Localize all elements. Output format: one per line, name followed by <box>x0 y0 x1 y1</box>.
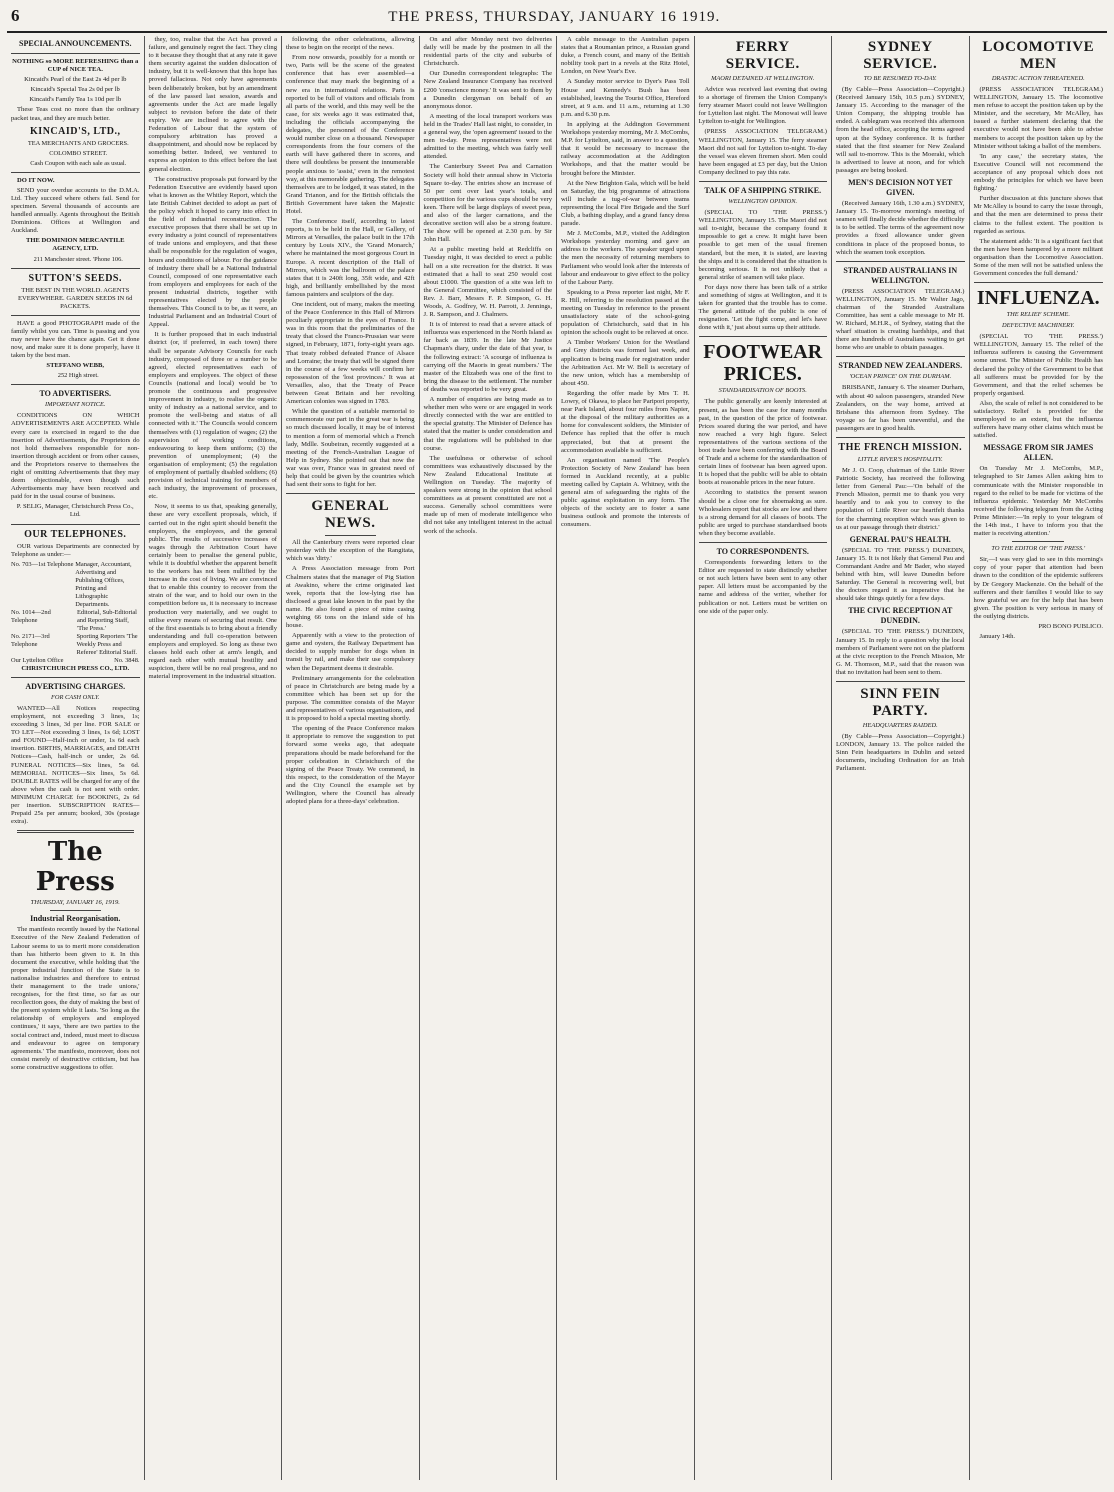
telephones-company: CHRISTCHURCH PRESS CO., LTD. <box>21 664 130 672</box>
the-press-logo: The Press <box>35 837 115 898</box>
influenza-subheading: THE RELIEF SCHEME. <box>1006 311 1070 319</box>
article-paragraph: The Conference itself, according to latest reports, is to be held in the Hall, or Gallery, of Mirrors at Versailles, the palace built in the 17th century by Louis XIV., the 'Grand Monarch,' where he maintained the most gorgeous Court in Europe. A recent description of the Hall of Mirrors, which was the ballroom of the palace states that it is 240ft long, 35ft wide, and 42ft high, and brilliantly embellished by the most famous painters and sculptors of the day. <box>286 218 415 298</box>
news-paragraph: A Press Association message from Port Chalmers states that the manager of Pig Station at Awakino, where the crime originated last week, reports that the low-lying rise has disclosed a great lake known in the past by the name. He also found a piece of mine casing weighing 66 tons on the inland side of his house. <box>286 565 415 630</box>
charges-subheading: FOR CASH ONLY. <box>51 693 100 701</box>
stranded-text: (PRESS ASSOCIATION TELEGRAM.) WELLINGTON, January 15. Mr Walter Jago, chairman of the Stranded Australians Committee, has sent a cable message to Mr H. W. Richard, M.H.R., of Sydney, stating that the wharf situation is creating hardships, and that there are hundreds of Australians waiting to get home who are unable to obtain passages. <box>836 287 965 352</box>
news-paragraph: On and after Monday next two deliveries daily will be made by the postmen in all the residential parts of the city and suburbs of Christchurch. <box>423 36 552 68</box>
news-paragraph: A cable message to the Australian papers states that a Roumanian prince, a Russian grand duke, a French count, and many of the British nobility took part in a revels at the Ritz Hotel, London, on New Year's Eve. <box>561 36 690 76</box>
phone-row <box>11 633 140 657</box>
sydney-subheading: TO BE RESUMED TO-DAY. <box>863 75 937 82</box>
news-paragraph: A meeting of the local transport workers was held in the Trades' Hall last night, to consider, in a general way, the 'open agreement' issued to the men to-day. Press representatives were not admitted to the meeting, which was fairly well attended. <box>423 112 552 161</box>
locomotive-text: Further discussion at this juncture shows that Mr McAlley is bound to carry the issue through, and that the men are determined to press their claims to the fullest extent. The position is regarded as serious. <box>973 195 1103 235</box>
strike-subheading: WELLINGTON OPINION. <box>728 198 798 206</box>
phone-label: No. 2171—3rd Telephone <box>11 632 50 648</box>
kincaid-address: COLOMBO STREET. <box>49 149 108 157</box>
locomotive-heading: LOCOMOTIVE MEN <box>982 39 1095 72</box>
ferry-text: (PRESS ASSOCIATION TELEGRAM.) WELLINGTON, January 15. The ferry steamer Maori did not sail for Lyttelton to-night. To-day the vessel was eleven firemen short. Men could have been engaged at £3 per day, but the Union Company declined to pay this rate. <box>698 128 827 176</box>
french-mission-subheading: LITTLE RIVER'S HOSPITALITY. <box>857 456 943 463</box>
influenza-heading: INFLUENZA. <box>976 287 1100 310</box>
strike-text: For days now there has been talk of a strike and something of signs at Wellington, and it is taken for granted that the trouble has to come. The general attitude of the public is one of resignation. 'Let the fight come, and let's have done with it,' just about sums up their attitude. <box>698 283 827 332</box>
phone-row <box>11 561 140 609</box>
masthead <box>7 6 1107 33</box>
phone-label: No. 1014—2nd Telephone <box>11 608 51 624</box>
sydney-heading: SYDNEY SERVICE. <box>863 39 938 72</box>
stranded-nz-heading: STRANDED NEW ZEALANDERS. <box>838 361 963 371</box>
french-mission-text: Mr J. O. Coop, chairman of the Little River Patriotic Society, has received the following letter from General Pau:—'On behalf of the French Mission, permit me to thank you very heartily and to ask you to convey to the population of Little River our heartfelt thanks for the charming reception which was given to us at our passage through their district.' <box>836 467 965 531</box>
sydney-text: (By Cable—Press Association—Copyright.) (Received January 15th, 10.5 p.m.) SYDNEY, January 15. According to the manager of the Union Company, the shipping trouble has ended. A cablegram was received this afternoon from the head office, accepting the terms agreed upon at the Sydney conference. It is further stated that the first steamer for New Zealand will sail to-morrow. This is the Moeraki, which is advertised to leave at noon, and for which passages are being booked. <box>836 86 965 174</box>
locomotive-text: (PRESS ASSOCIATION TELEGRAM.) WELLINGTON, January 15. The locomotive men refuse to accept the position taken up by the Minister, and the secretary, Mr McAlley, has issued a further statement declaring that the executive would not have been able to advise members to accept the position taken up by the Minister without taking a ballot of the members. <box>973 86 1103 150</box>
footwear-text: According to statistics the present season should be a close one for shoemaking as sure. Wholesalers report that stocks are low and there is a strong demand for all classes of boots. The public are urged to purchase standardised boots when they become available. <box>698 489 827 537</box>
civic-text: (SPECIAL TO 'THE PRESS.') DUNEDIN, January 15. In reply to a question why the local members of Parliament were not on the platform at the civic reception to the French Mission, Mr G. M. Thomson, M.P., said that the reason was that no invitation had been sent to them. <box>836 628 965 676</box>
news-paragraph: Mr J. McCombs, M.P., visited the Addington Workshops yesterday morning and gave an address to the workers. The speaker urged upon the men the necessity of returning members to Parliament who would look after the interests of labour and endeavour to give effect to the policy of the Labour Party. <box>561 230 690 286</box>
french-mission-heading: THE FRENCH MISSION. <box>838 442 963 453</box>
correspondents-heading: TO CORRESPONDENTS. <box>716 547 809 557</box>
phone-label: Our Lyttelton Office <box>11 656 64 664</box>
column-4 <box>420 36 558 1480</box>
news-paragraph: A Timber Workers' Union for the Westland and Grey districts was formed last week, and application is being made for registration under the Arbitration Act. Mr W. Bell is secretary of the new union, which has a membership of about 450. <box>561 339 690 387</box>
locomotive-subheading: DRASTIC ACTION THREATENED. <box>991 75 1085 82</box>
column-5 <box>557 36 695 1480</box>
page-number: 6 <box>11 6 20 25</box>
phone-value: No. 3848. <box>114 656 140 664</box>
stranded-heading: STRANDED AUSTRALIANS IN WELLINGTON. <box>843 265 958 285</box>
phone-value: Editorial, Sub-Editorial and Reporting Staff, 'The Press.' <box>76 608 137 632</box>
news-paragraph: At a public meeting held at Redcliffs on Tuesday night, it was decided to erect a public hall on a site recreation for the district. It was estimated that a hall to seat 250 would cost about £1000. The question of a site was left to the General Committee, which consisted of the Rev. J. Barr, Messrs F. P. Simpson, G. H. Woods, A. Godfrey, W. H. Parrott, J. Jennings, J. R. Sampson, and J. Chalmers. <box>423 246 552 319</box>
phone-row <box>11 657 140 665</box>
article-paragraph: From now onwards, possibly for a month or two, Paris will be the scene of the greatest conference that has ever assembled—a conference that may mark the beginning of a new era in international relations. Paris is reported to be full of visitors and officials from all parts of the world, and this may well be the case, for six weeks ago it was estimated that, including the officials accompanying the delegates, the personnel of the Conference would number close on a thousand. Newspaper correspondents from the four corners of the earth will have gathered there in scores, and there will doubtless be present the innumerable people anxious to 'assist,' even in the remotest way, at this memorable gathering. The delegates themselves are to be lodged, it was stated, in the Grand Trianon, and for the British officials the British Government have taken the Majestic Hotel. <box>286 54 415 215</box>
correspondents-text: Correspondents forwarding letters to the Editor are requested to state distinctly whether or not such letters have been sent to any other paper. All letters must be accompanied by the name and address of the writer, whether for publication or not. Letters must be written on one side of the paper only. <box>698 559 827 615</box>
footwear-text: The public generally are keenly interested at present, as has been the case for many months past, in the question of the price of footwear. Prices soared during the war period, and have now reached a very high figure. Select representatives of the various sections of the boot trade have been conferring with the Board of Trade and a scheme for the standardisation of certain lines of footwear has been agreed upon. It is hoped that the public will be able to obtain boots at reasonable prices in the near future. <box>698 398 827 487</box>
column-3 <box>282 36 420 1480</box>
sinn-fein-text: (By Cable—Press Association—Copyright.) LONDON, January 13. The police raided the Sinn Fein headquarters in Dublin and seized documents, including Ordination for an Irish Parliament. <box>836 732 965 773</box>
news-paragraph: All the Canterbury rivers were reported clear yesterday with the exception of the Rangitata, which was 'dirty.' <box>286 539 415 563</box>
advertisers-subheading: IMPORTANT NOTICE. <box>45 401 106 409</box>
article-paragraph: following the other celebrations, allowing these to begin on the receipt of the news. <box>286 36 415 52</box>
special-announcements-heading: SPECIAL ANNOUNCEMENTS. <box>19 39 132 48</box>
phone-row <box>11 609 140 633</box>
news-paragraph: The opening of the Peace Conference makes it appropriate to remove the suggestion to put forward some weeks ago, that adequate preparations should be made beforehand for the proper celebration in Christchurch of the signing of the Peace Treaty. We commend, in this respect, to the consideration of the Mayor and the City Council the example set by Wellington, where the Council has already adopted plans for a three-days' celebration. <box>286 725 415 806</box>
news-paragraph: The usefulness or otherwise of school committees was exhaustively discussed by the New Zealand Educational Institute at Wellington on Tuesday. The majority of speakers were strong in the opinion that school committees as at present constituted are not a success. Generally school committees were made up of men of moderate intelligence who did not take any intelligent interest in the actual work of the schools. <box>423 454 552 535</box>
sinn-fein-subheading: HEADQUARTERS RAIDED. <box>862 721 938 729</box>
article-paragraph: The constructive proposals put forward by the Federation Executive are evidently based upon what is known as the Whitley Report, which the late British Cabinet decided to adopt as part of the policy which it hoped to carry into effect in the field of industrial reconstruction. The executive proposes that there shall be set up in every industry a joint council of representatives of trade unions and employers, and that these shall be responsible for the regulation of wages, hours and conditions of labour. For the guidance of industry there shall be a National Industrial Council, composed of one representative each from employers and employees for each of the present industrial districts, together with representatives elected by the people themselves. This Council is to be, as it were, an Industrial Parliament and an Industrial Court of Appeal. <box>148 175 277 329</box>
strike-text: (SPECIAL TO 'THE PRESS.') WELLINGTON, January 15. The Maori did not sail to-night, because the company found it impossible to get a crew. It might have been possible to get men of the usual firemen standard, but the men, it is stated, are leaving the ships and it is considered that the situation is becoming serious. It is not unlikely that a general strike of seamen will take place. <box>698 209 827 281</box>
influenza-subheading-2: DEFECTIVE MACHINERY. <box>1002 322 1075 330</box>
tea-note: These Teas cost no more than the ordinary packet teas, and they are much better. <box>11 106 140 122</box>
footwear-heading: FOOTWEAR PRICES. <box>703 341 823 386</box>
advertisers-heading: TO ADVERTISERS. <box>39 389 112 399</box>
telephones-note: OUR various Departments are connected by Telephone as under:— <box>11 542 140 558</box>
photo-ad-address: 252 High street. <box>57 372 99 380</box>
kincaid-name: KINCAID'S, LTD., <box>30 125 121 137</box>
locomotive-text: The statement adds: 'It is a significant fact that the men have been hampered by a more militant organisation than the Locomotive Association. Some of the men will not be satisfied unless the Government concedes the full demand.' <box>973 237 1103 278</box>
news-paragraph: Our Dunedin correspondent telegraphs: The New Zealand Insurance Company has received £200 'conscience money.' It was sent to them by a Dunedin clergyman on behalf of an anonymous donor. <box>423 70 552 110</box>
leader-date: THURSDAY, JANUARY 16, 1919. <box>30 899 120 907</box>
ferry-text: Advice was received last evening that owing to a shortage of firemen the Union Company's ferry steamer Maori could not leave Wellington for Lyttelton last night. The Monowai will leave Lyttelton to-night for Wellington. <box>698 86 827 126</box>
strike-heading: TALK OF A SHIPPING STRIKE. <box>704 186 822 196</box>
kincaid-sub: TEA MERCHANTS AND GROCERS. <box>27 139 129 147</box>
phone-label: No. 703—1st Telephone <box>11 560 74 568</box>
editor-heading: TO THE EDITOR OF 'THE PRESS.' <box>991 545 1086 553</box>
column-6 <box>695 36 833 1480</box>
charges-text: WANTED—All Notices respecting employment, not exceeding 3 lines, 1s; exceeding 3 lines, 3d per line. FOR SALE or TO LET—Not exceeding 3 lines, 1s 6d; LOST and FOUND—Half-inch or under, 1s 6d each insertion. BIRTHS, MARRIAGES, and DEATH Notices—Cash, half-inch or under, 2s 6d. FUNERAL NOTICES—Six lines, 5s 6d. MEMORIAL NOTICES—Six lines, 5s 6d. DOUBLE RATES will be charged for any of the above when the cash is not sent with order. MINIMUM CHARGE for BOOKING, 2s 6d per insertion. SUBSCRIPTION RATES—Prepaid 25s per annum; booked, 30s (postage extra). <box>11 704 140 826</box>
news-paragraph: Apparently with a view to the protection of game and oysters, the Railway Department has decided to supply number for dogs when in transit by rail, and make their use compulsory when the Department deems it desirable. <box>286 632 415 672</box>
column-2 <box>145 36 283 1480</box>
advertisers-text: CONDITIONS ON WHICH ADVERTISEMENTS ARE ACCEPTED. While every care is exercised in regard to the due insertion of Advertisements, the Proprietors do not hold themselves responsible for non-insertion through accident or from other causes, and the Proprietors reserve to themselves the right of omitting Advertisements that they may deem objectionable, even though such Advertisements may have been received and paid for in the usual course of business. <box>11 412 140 501</box>
news-paragraph: It is of interest to read that a severe attack of influenza was experienced in the North Island as far back as 1839. In the late Mr Justice Chapman's diary, under the date of that year, is the following extract: 'A scourge of influenza is carrying off the Maoris in great numbers.' The master of the Elizabeth was one of the first to bring the disease to the settlement. The number of deaths was reported to be very great. <box>423 321 552 393</box>
news-paragraph: A Sunday motor service to Dyer's Pass Toll House and Kennedy's Bush has been established, leaving the Tourist Office, Hereford street, at 9 a.m. and 11 a.m., returning at 1.30 p.m. and 6.30 p.m. <box>561 78 690 118</box>
pau-text: (SPECIAL TO 'THE PRESS.') DUNEDIN, January 15. It is not likely that General Pau and Commandant Andre and Mr Bader, who stayed behind with him, will leave Dunedin before Saturday. The General is recovering well, but the doctors regard it as imperative that he should take things quietly for a few days. <box>836 546 965 603</box>
news-paragraph: The Canterbury Sweet Pea and Carnation Society will hold their annual show in Victoria Square to-day. The entries show an increase of 50 per cent over last year's totals, and competition for the various cups should be very keen. There will be large displays of sweet peas, and also of the larger carnations, and the decorative section will also be a strong feature. The show will be opened at 2.30 p.m. by Sir John Hall. <box>423 163 552 244</box>
newspaper-page <box>7 6 1107 1480</box>
dominion-heading: DO IT NOW. <box>17 176 55 184</box>
tea-price-2: Kincaid's Special Tea 2s 0d per lb <box>30 86 120 94</box>
column-7 <box>832 36 970 1480</box>
editor-signature: PRO BONO PUBLICO. <box>1038 622 1103 630</box>
influenza-text: Also, the scale of relief is not considered to be satisfactory. Relief is provided for the unemployed to an extent, but the influenza sufferers have many other claims which must be satisfied. <box>973 399 1103 440</box>
editor-letter: Sir,—I was very glad to see in this morning's copy of your paper that attention had been drawn to the condition of the epidemic sufferers by Dr Gregory Mackenzie. On the behalf of the sufferers and their families I would like to say how grateful we are for the help that has been given. The position is very serious in many of the outlying districts. <box>973 556 1103 620</box>
news-paragraph: Preliminary arrangements for the celebration of peace in Christchurch are being made by a committee which has been set up for the purpose. The committee consists of the Mayor and representatives of various organisations, and it is proposed to hold a special meeting shortly. <box>286 674 415 723</box>
phone-value: Sporting Reporters 'The Weekly Press and Referee' Editorial Staff. <box>76 632 138 656</box>
article-paragraph: Now, it seems to us that, speaking generally, these are very excellent proposals, which, if carried out in the right spirit should benefit the employers, the employees, and the general public. The results of successive increases of wages through the Arbitration Court have certainly been to penalise the general public, while it is doubtful whether the apparent benefit to the workers has not been nullified by the increase in the cost of living. We are convinced that to enable this country to recover from the strain of the war, and to hold our own in the competition before us, it is necessary to increase production very materially, and we ought to utilise every means of securing that result. One of the first essentials is to bring about a friendly understanding and full co-operation between employers and employed. So long as these two classes hold each other at arm's length, and regard each other with mutual hostility and suspicion, there will be no real progress, and no material improvement in the industrial situation. <box>148 503 277 681</box>
news-paragraph: In applying at the Addington Government Workshops yesterday morning, Mr J. McCombs, M.P. for Lyttelton, said, in answer to a question, that it would be necessary to increase the railway accommodation at the Addington Workshops, and that the matter would be brought before the Minister. <box>561 120 690 177</box>
tea-ad-headline: NOTHING so MORE REFRESHING than a CUP of NICE TEA. <box>12 58 139 74</box>
masthead-title: THE PRESS, THURSDAY, JANUARY 16 1919. <box>388 9 721 25</box>
mens-decision-text: (Received January 16th, 1.30 a.m.) SYDNEY, January 15. To-morrow morning's meeting of seamen will finally decide whether the difficulty is to be settled. The terms of the agreement now provides a fixed allowance under given conditions in place of the proposed bonus, to which the seamen took exception. <box>836 200 965 256</box>
tea-price-3: Kincaid's Family Tea 1s 10d per lb <box>29 96 122 104</box>
allen-text: On Tuesday Mr J. McCombs, M.P., telegraphed to Sir James Allen asking him to communicate with the Minister responsible in regard to the relief to be made for victims of the influenza epidemic. Yesterday Mr McCombs received the following telegram from the Acting Prime Minister:—'In reply to your telegram of the 14th inst., I have to inform you that the matter is receiving attention.' <box>973 465 1103 538</box>
news-paragraph: A number of enquiries are being made as to whether men who were or are engaged in work directly connected with the war are entitled to the special gratuity. The Minister of Defence has stated that the matter is under consideration and that the regulations will be published in due course. <box>423 396 552 452</box>
news-paragraph: Speaking to a Press reporter last night, Mr F. R. Hill, referring to the resolution passed at the meeting on Tuesday in reference to the present unsatisfactory state of the school-going population of Christchurch, said that in his opinion the schools ought to be relieved at once. <box>561 288 690 337</box>
photo-ad-name: STEFFANO WEBB, <box>46 362 105 370</box>
dominion-text: SEND your overdue accounts to the D.M.A. Ltd. They succeed where others fail. Send for specimen. Several thousands of accounts are handled annually. Agents throughout the British Dominions. Offices at Wellington and Auckland. <box>11 186 140 235</box>
allen-heading: MESSAGE FROM SIR JAMES ALLEN. <box>983 443 1094 463</box>
column-8 <box>970 36 1108 1480</box>
article-paragraph: While the question of a suitable memorial to commemorate our part in the great war is being so much discussed locally, it may be of interest to mention a form of memorial which a French lady, Mdlle. Soubeiran, recently suggested at a meeting of the French-Australian League of Help in Sydney. She pointed out that now the war was over, France was in greatest need of help that could be given by the countries which had sent their sons to fight for her. <box>286 408 415 489</box>
tea-price-1: Kincaid's Pearl of the East 2s 4d per lb <box>24 76 127 84</box>
sutton-heading: SUTTON'S SEEDS. <box>28 272 122 284</box>
ferry-subheading: MAORI DETAINED AT WELLINGTON. <box>711 75 815 82</box>
news-paragraph: At the New Brighton Gala, which will be held on Saturday, the big programme of attractions will include a tug-of-war between teams representing the local Fire Brigade and the Surf Club, a bathing display, and a grand fancy dress parade. <box>561 179 690 228</box>
advertisers-signature: P. SELIG, Manager, Christchurch Press Co., Ltd. <box>16 503 134 519</box>
leader-heading: Industrial Reorganisation. <box>30 914 121 924</box>
sutton-text: THE BEST IN THE WORLD. AGENTS EVERYWHERE. GARDEN SEEDS IN 6d PACKETS. <box>18 286 133 310</box>
editor-date: January 14th. <box>979 633 1016 641</box>
ferry-heading: FERRY SERVICE. <box>725 39 800 72</box>
kincaid-note: Cash Coupon with each sale as usual. <box>30 159 127 167</box>
news-paragraph: Regarding the offer made by Mrs T. H. Lowry, of Okawa, to place her Paripori property, near Park Island, about four miles from Napier, at the disposal of the military authorities as a home for convalescent soldiers, the Minister of Defence has replied that the offer is much appreciated, but that at present the accommodation available is sufficient. <box>561 389 690 454</box>
general-news-heading: GENERAL NEWS. <box>311 498 390 532</box>
locomotive-text: 'In any case,' the secretary states, 'the Executive Council will not recommend the acceptance of any proposal which does not embody the principles for which we have been fighting.' <box>973 152 1103 193</box>
civic-heading: THE CIVIC RECEPTION AT DUNEDIN. <box>848 606 953 626</box>
article-paragraph: they, too, realise that the Act has proved a failure, and genuinely regret the fact. They cling to it because they thought that at any rate it gave them security against the sudden dislocation of industry, but it is well-known that this hope has proved fallacious. Not only have agreements been deliberately broken, but by an amendment of the law passed last session, awards and agreements under the Act are made legally subject to revision before the date of their expiry. We are inclined to agree with the Federation of Labour that the system of compulsory arbitration has proved a disappointment, and should now be replaced by something better. Indeed, we ventured to express an opinion to this effect before the last general election. <box>148 36 277 173</box>
news-paragraph: An organisation named 'The People's Protection Society of New Zealand' has been formed in Auckland recently, at a public meeting called by Captain A. Whitney, with the general aim of safeguarding the rights of the public against exploitation in any form. The objects of the society are to foster a sane business outlook and promote the interests of consumers. <box>561 456 690 529</box>
mens-decision-heading: MEN'S DECISION NOT YET GIVEN. <box>848 178 953 198</box>
phone-value: Manager, Accountant, Advertising and Publishing Offices, Printing and Lithographic Departments. <box>75 560 132 608</box>
article-paragraph: It is further proposed that in each industrial district (or, if preferred, in each town) there shall be separate Advisory Councils for each industry, composed of three or a number to be agreed, elected representatives each of employers and employees. The object of these Councils (national and local) would be 'to promote the continuous and progressive improvement in industry, to realise the organic unity of industry as a national service, and to promote the well-being and status of all connected with it.' The Councils would concern themselves with (1) regulation of wages; (2) the supervision of working conditions, endeavouring to keep them uniform; (3) the prevention of unemployment; (4) the organisation of employment; (5) the regulation of employment of partially disabled soldiers; (6) provision of technical training for members of each industry, the improvement of processes, etc. <box>148 331 277 501</box>
dominion-name: THE DOMINION MERCANTILE AGENCY, LTD. <box>25 237 125 253</box>
stranded-nz-text: BRISBANE, January 6. The steamer Durham, with about 40 saloon passengers, stranded New Zealanders, on the way home, arrived at Brisbane this afternoon from Sydney. The voyage so far has been uneventful, and the passengers are in good health. <box>836 384 965 432</box>
telephones-heading: OUR TELEPHONES. <box>24 528 127 540</box>
article-paragraph: One incident, out of many, makes the meeting of the Peace Conference in this Hall of Mirrors peculiarly appropriate in the eyes of France. It was in this room that the preliminaries of the treaty that closed the Franco-Prussian war were signed, in February, 1871, forty-eight years ago. That treaty robbed defeated France of Alsace and Lorraine; the treaty that will be signed there in the course of a few weeks will confirm her repossession of the 'lost provinces.' It was at Versailles, also, that the Treaty of Peace between Great Britain and her revolting American colonies was signed in 1783. <box>286 301 415 406</box>
stranded-nz-subheading: 'OCEAN PRINCE' ON THE DURHAM. <box>849 373 952 381</box>
charges-heading: ADVERTISING CHARGES. <box>25 681 126 691</box>
footwear-subheading: STANDARDISATION OF BOOTS. <box>718 387 807 395</box>
photo-ad-text: HAVE a good PHOTOGRAPH made of the family whilst you can. Time is passing and you may never have the chance again. Get it done now, and make sure it is done properly, have it taken by the best man. <box>11 319 140 360</box>
influenza-text: (SPECIAL TO 'THE PRESS.') WELLINGTON, January 15. The relief of the influenza sufferers is causing the Government some unrest. The Minister of Public Health has declared the policy of the Government to be that all sufferers must be provided for by the Government, and that the relief schemes be properly organised. <box>973 333 1103 397</box>
column-1 <box>7 36 145 1480</box>
dominion-address: 211 Manchester street. 'Phone 106. <box>33 255 123 263</box>
pau-heading: GENERAL PAU'S HEALTH. <box>849 534 951 544</box>
leader-text: The manifesto recently issued by the National Executive of the New Zealand Federation of Labour seems to us to merit more consideration than has hitherto been given to it. In this document the executive, while holding that 'the proper industrial function of the State is to nationalise industries and therefore to entrust their management to the trade unions,' recognises, for the first time, so far as our recollection goes, the duty of making the best of the present system while it lasts. 'So long as the relationship of employers and employed continues,' it says, 'there are two parties to the social contract and, indeed, must meet to discuss and endeavour to agree on temporary agreements.' The manifesto, moreover, does not consist merely of destructive criticism, but has some constructive suggestions to offer. <box>11 926 140 1071</box>
sinn-fein-heading: SINN FEIN PARTY. <box>860 685 941 719</box>
